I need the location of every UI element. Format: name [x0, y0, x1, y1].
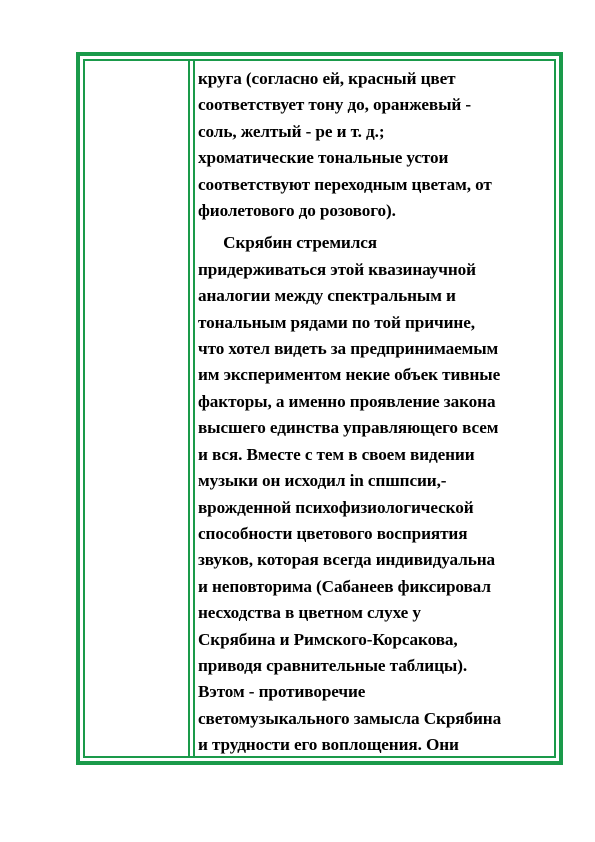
column-divider-line: [188, 59, 190, 758]
text-line: Вэтом - противоречие: [198, 682, 366, 702]
left-empty-cell: [85, 61, 188, 756]
text-line: соответствуют переходным цветам, от: [198, 174, 492, 194]
column-divider-line: [193, 59, 195, 758]
text-line: что хотел видеть за предпринимаемым: [198, 339, 499, 359]
text-line: тональным рядами по той причине,: [198, 312, 475, 332]
text-line: приводя сравнительные таблицы).: [198, 655, 468, 675]
text-line: фиолетового до розового).: [198, 201, 396, 221]
text-line: круга (согласно ей, красный цвет: [198, 69, 456, 88]
text-line: звуков, которая всегда индивидуальна: [198, 550, 496, 570]
text-line: Скрябина и Римского-Корсакова,: [198, 629, 458, 649]
text-line: Скрябин стремился: [198, 233, 377, 253]
text-line: и вся. Вместе с тем в своем видении: [198, 444, 475, 464]
body-text: [198, 66, 554, 759]
text-line: врожденной психофизиологической: [198, 497, 474, 517]
text-line: хроматические тональные устои: [198, 148, 449, 168]
text-line: придерживаться этой квазинаучной: [198, 259, 476, 279]
text-line: и трудности его воплощения. Они: [198, 735, 459, 755]
text-line: аналогии между спектральным и: [198, 286, 456, 306]
text-line: им экспериментом некие объек тивные: [198, 365, 501, 385]
text-line: соответствует тону до, оранжевый -: [198, 95, 472, 115]
text-line: факторы, а именно проявление закона: [198, 391, 496, 411]
text-line: соль, желтый - ре и т. д.;: [198, 121, 385, 141]
text-line: и неповторима (Сабанеев фиксировал: [198, 576, 491, 596]
text-line: высшего единства управляющего всем: [198, 418, 499, 438]
text-line: светомузыкального замысла Скрябина: [198, 708, 502, 728]
text-line: способности цветового восприятия: [198, 523, 468, 543]
text-line: музыки он исходил in спшпсии,-: [198, 471, 447, 491]
text-line: несходства в цветном слухе у: [198, 603, 421, 623]
